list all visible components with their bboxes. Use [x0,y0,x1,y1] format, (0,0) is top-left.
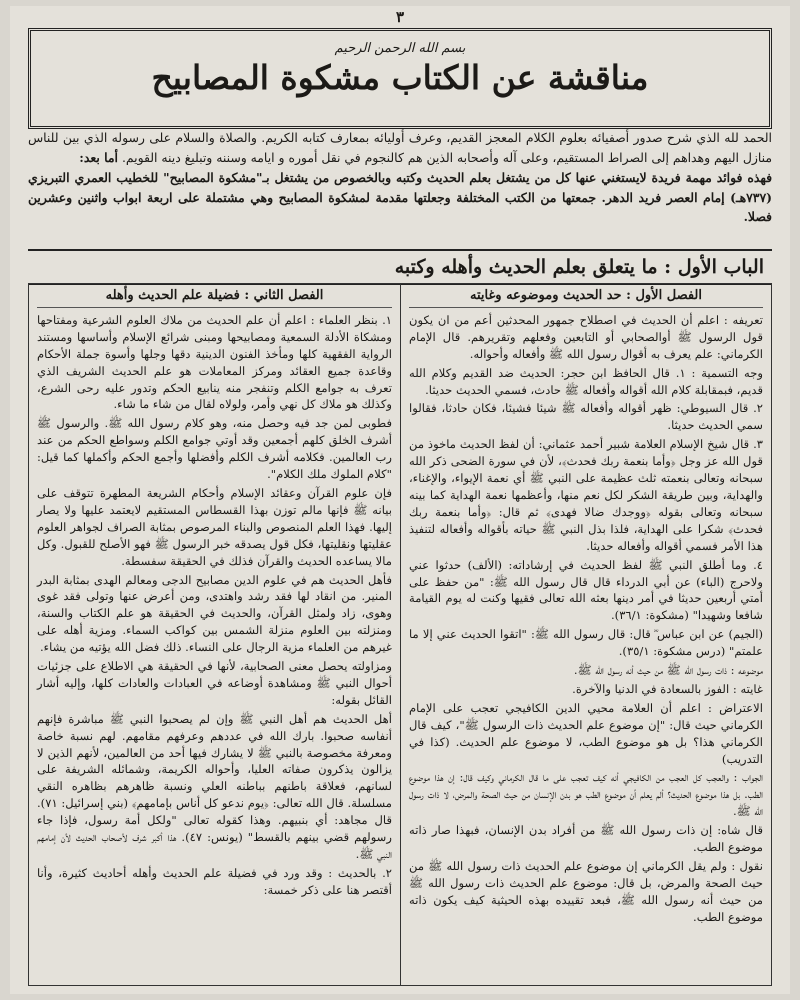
paragraph: قال شاه: إن ذات رسول الله ﷺ من أفراد بدن الإنسان، فبهذا صار ذاته موضوع الطب. [409,823,763,855]
paragraph: تعريفه : اعلم أن الحديث في اصطلاح جمهور المحدثين أعم من ان يكون قول الرسول ﷺ أوالصحابي أو التابعين وفعلهم وتقريرهم. قال الإمام الكرماني: علم يعرف به أقوال رسول الله ﷺ وأفعاله وأحواله. [409,312,763,361]
page-title: مناقشة عن الكتاب مشكوة المصابيح [151,58,649,97]
basmala: بسم الله الرحمن الرحيم [334,41,466,56]
document-page [10,6,790,994]
introduction [28,128,772,228]
section-heading-1: الفصل الأول : حد الحديث وموضوعه وغايته [409,288,763,308]
page-number: ٣ [395,8,405,26]
intro-paragraph-2: فهذه فوائد مهمة فريدة لايستغني عنها كل من يشتغل بعلم الحديث وكتبه وبالخصوص من يشتغل بـ"مشكوة المصابيح" للخطيب العمري التبريزي (٧٣٧هـ) إمام العصر فريد الدهر. جمعتها من الكتب المختلفة وجعلتها مقدمة لمشكوة المصابيح وهي مشتملة على اربعة ابواب واثنين وعشرين فصلا. [28,170,772,224]
paragraph: (الجيم) عن ابن عباس ؓ قال: قال رسول الله ﷺ: "اتقوا الحديث عني إلا ما علمتم" (درس مشكوة: ٣٥/١). [409,627,763,659]
paragraph: ٢. قال السيوطي: ظهر أقواله وأفعاله ﷺ شيئا فشيئا، فكان حادثا، فقالوا سمي الحديث حديثا. [409,401,763,433]
chapter-title: : ما يتعلق بعلم الحديث وأهله وكتبه [394,256,672,278]
chapter-label: الباب الأول [677,256,764,278]
section-2-text [37,312,392,899]
paragraph: فطوبى لمن جد فيه وحصل منه، وهو كلام رسول الله ﷺ. والرسول ﷺ أشرف الخلق كلهم أجمعين وقد أوتي جوامع الكلم وسواطع الحكم من عند رب العالمين. فكلامه أشرف الكلم وأفضلها وأجمع الحكم وأكملها كما قيل: "كلام الملوك ملك الكلام". [37,416,392,482]
paragraph: فأهل الحديث هم في علوم الدين مصابيح الدجى ومعالم الهدى بمثابة البدر المنير. من انقاد لها فقد رشد واهتدى، ومن أعرض عنها وتولى فقد غوى وهوى، زاد ولمثل القرآن، والحديث في الحقيقة هو علم الكتاب والسنة، ومنزلته بين العلوم منزلة الشمس بين كواكب السماء. ومزية أهله على غيرهم من العلماء مزية الرجال على النساء. ذلك فضل الله يؤتيه من يشاء. [37,572,392,655]
paragraph: الجواب : والعجب كل العجب من الكافيجي أنه كيف تعجب على ما قال الكرماني وكيف قال: إن هذا موضوع الطب. بل هذا موضوع الحديث؟ ألم يعلم أن موضوع الطب هو بدن الإنسان من حيث الصحة والمرض، لا ذات رسول الله ﷺ. [409,770,763,819]
paragraph: ٣. قال شيخ الإسلام العلامة شبير أحمد عثماني: أن لفظ الحديث ماخوذ من قول الله عز وجل ﴿وأما بنعمة ربك فحدث﴾، لأن في سورة الضحى ذكر الله سبحانه وتعالى بنعمته ثلث عظيمة على النبي ﷺ أي نعمة الإيواء، والإغناء، والهداية، وبين طريقة الشكر لكل نعم منها، وأعظمها نعمة الهداية كما بينه سبحانه وتعالى بقوله ﴿ووجدك ضالا فهدى﴾ ثم قال: ﴿وأما بنعمة ربك فحدث﴾ شكرا على الهداية، فلذا بذل النبي ﷺ حياته بأقواله وأفعاله لتنفيذ هذا الأمر فسمي أقواله وأفعاله حديثا. [409,437,763,553]
section-1-text [409,312,763,926]
column-right [400,284,771,985]
paragraph: أهل الحديث هم أهل النبي ﷺ وإن لم يصحبوا النبي ﷺ مباشرة فإنهم أنفاسه صحبوا. بارك الله في عددهم وعرفهم مقامهم. لهم نسبة خاصة ومعرفة مخصوصة بالنبي ﷺ لا يشارك فيها أحد من العالمين، لأنهم الذين لا يزالون يذكرون صفاته العليا، وأحواله الكريمة، وشمائله الشريفة على لسانهم، فعلاقة باطنهم بباطنه العلي ونسبة ظاهرهم بظاهره النقي مسلسلة. قال الله تعالى: ﴿يوم ندعو كل أناس بإمامهم﴾ (بني إسرائيل: ٧١). قال مجاهد: أي بنبيهم. وهذا كقوله تعالى "ولكل أمة رسول، فإذا جاء رسولهم قضي بينهم بالقسط" (يونس: ٤٧). هذا أكبر شرف لأصحاب الحديث لأن إمامهم النبي ﷺ. [37,711,393,861]
chapter-heading [28,249,772,285]
intro-paragraph-1: الحمد لله الذي شرح صدور أصفيائه بعلوم الكلام المعجز القديم، وعرف أوليائه بمعارف كتابه الكريم. والصلاة والسلام على رسوله الذي بين للناس منازل اليهم وهداهم إلى الصراط المستقيم، وعلى آله وأصحابه الذين هم كالنجوم في نقل أموره و ايامه وسننه وتبليغ دينه القويم. أما بعد: [28,130,772,165]
paragraph: ومزاولته يحصل معنى الصحابية، لأنها في الحقيقة هي الاطلاع على جزئيات أحوال النبي ﷺ ومشاهدة أوضاعه في العبادات والعادات كلها، وإليه أشار القائل بقوله: [37,659,392,707]
paragraph: غايته : الفوز بالسعادة في الدنيا والآخرة. [572,681,763,696]
paragraph: فإن علوم القرآن وعقائد الإسلام وأحكام الشريعة المطهرة تتوقف على بيانه ﷺ فإنها مالم توزن بهذا القسطاس المستقيم لايعتمد عليها ولا يصار إليها. فهذا العلم المنصوص والبناء المرصوص بمثابة الصراف لجواهر العلوم عقليتها ونقليتها، فكل قول يصدقه خبر الرسول ﷺ فهو الأصلح للقبول. وكل مالا يساعده الحديث والقرآن فذلك في الحقيقة سفسطة. [37,485,393,568]
paragraph: ١. بنظر العلماء : اعلم أن علم الحديث من ملاك العلوم الشرعية ومفتاحها ومشكاة الأدلة السمعية ومصابيحها ومبنى شرائع الإسلام وأساسها ومستند الرواية الفقهية كلها ومأخذ الفنون الدينية دقها وجلها وأسوة جملة الأحكام وقاعدة جميع العقائد ومركز المعاملات هو علم الحديث الشريف الذي تعرف به جوامع الكلم وتنفجر منه ينابيع الحكم وتدور عليه رحى الشرع، وكذلك هو ملاك كل نهي وأمر، ولولاه لقال من شاء ما شاء. [37,312,392,412]
paragraph: الاعتراض : اعلم أن العلامة محيي الدين الكافيجي تعجب على الإمام الكرماني حيث قال: "إن موضوع علم الحديث ذات الرسول ﷺ"، كيف قال الكرماني هذا؟ بل هو موضوع الطب، لا موضوع علم الحديث. (كذا في التدريب) [409,700,763,766]
paragraph: ٢. بالحديث : وقد ورد في فضيلة علم الحديث وأهله أحاديث كثيرة، وأنا أقتصر هنا على ذكر خمسة: [37,865,392,897]
paragraph: وجه التسمية : ١. قال الحافظ ابن حجر: الحديث ضد القديم وكلام الله قديم، فبمقابلة كلام الله أقواله وأفعاله ﷺ حادث، فسمي الحديث حديثا. [409,365,763,397]
section-heading-2: الفصل الثاني : فضيلة علم الحديث وأهله [37,288,392,308]
paragraph: نقول : ولم يقل الكرماني إن موضوع علم الحديث ذات رسول الله ﷺ من حيث الصحة والمرض، بل قال: موضوع علم الحديث ذات رسول الله ﷺ من حيث أنه رسول الله ﷺ، فبعد تقييده بهذه الحيثية كيف يكون ذاته موضوع الطب. [409,859,763,924]
paragraph: ٤. وما أطلق النبي ﷺ لفظ الحديث في إرشاداته: (الألف) حدثوا عني ولاحرج (الباء) عن أبي الدرداء قال قال رسول الله ﷺ: "من حفظ على أمتي أربعين حديثا في أمر دينها بعثه الله تعالى فقيها وكنت له يوم القيامة شافعا وشهيدا" (مشكوة: ٣٦/١). [409,557,763,623]
two-column-body [28,283,772,986]
column-left [29,284,400,985]
amma-badu: أما بعد: [79,149,118,165]
paragraph: موضوعه : ذات رسول الله ﷺ من حيث أنه رسول الله ﷺ. [573,663,763,678]
title-frame [28,28,772,129]
